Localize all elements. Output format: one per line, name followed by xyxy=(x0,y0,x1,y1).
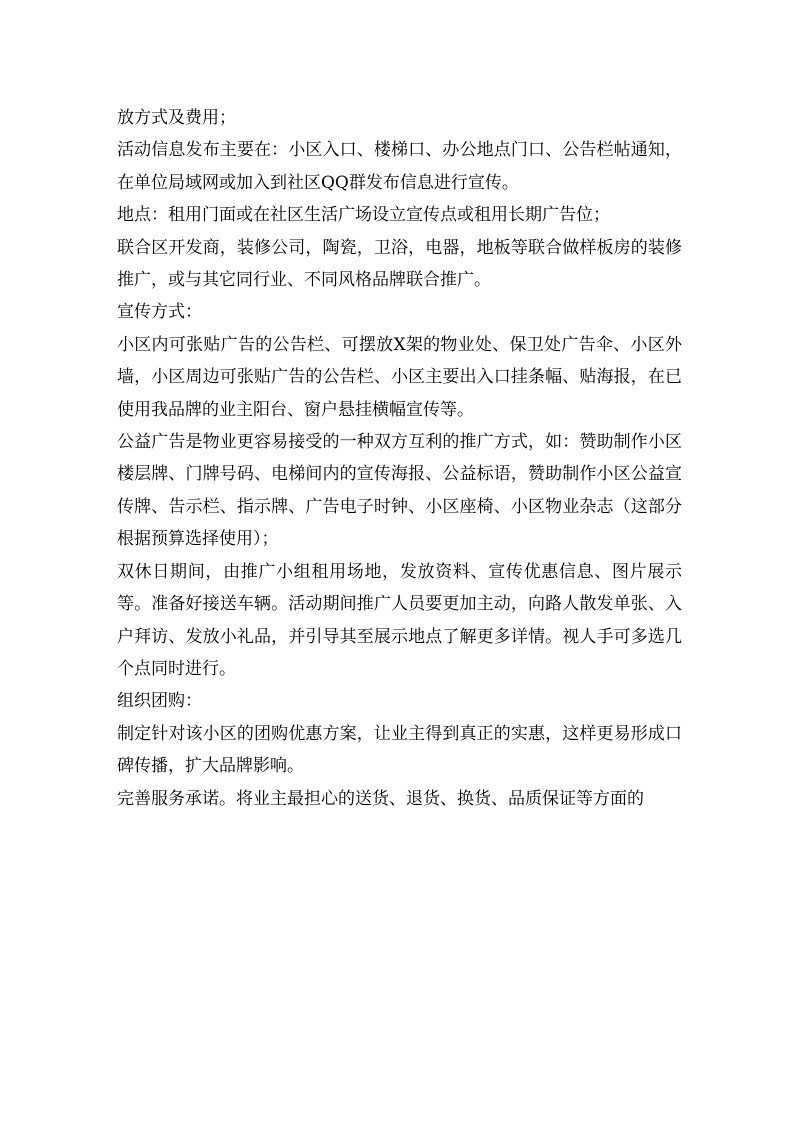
paragraph-joint-promotion: 联合区开发商，装修公司，陶瓷，卫浴，电器，地板等联合做样板房的装修推广，或与其它同行业、不同风格品牌联合推广。 xyxy=(117,237,682,291)
paragraph-public-service-ads: 公益广告是物业更容易接受的一种双方互利的推广方式，如：赞助制作小区楼层牌、门牌号码、电梯间内的宣传海报、公益标语，赞助制作小区公益宣传牌、告示栏、指示牌、广告电子时钟、小区座椅、小区物业杂志（这部分根据预算选择使用）； xyxy=(117,432,682,550)
paragraph-location: 地点：租用门面或在社区生活广场设立宣传点或租用长期广告位； xyxy=(117,205,610,226)
document-body xyxy=(117,102,682,815)
heading-group-buying: 组织团购： xyxy=(117,691,202,712)
paragraph-event-info-release: 活动信息发布主要在：小区入口、楼梯口、办公地点门口、公告栏帖通知，在单位局域网或加入到社区QQ群发布信息进行宣传。 xyxy=(117,140,682,193)
paragraph-group-buying-plan: 制定针对该小区的团购优惠方案，让业主得到真正的实惠，这样更易形成口碑传播，扩大品牌影响。 xyxy=(117,723,682,777)
paragraph-weekend-activities: 双休日期间，由推广小组租用场地，发放资料、宣传优惠信息、图片展示等。准备好接送车辆。活动期间推广人员要更加主动，向路人散发单张、入户拜访、发放小礼品，并引导其至展示地点了解更多详情。视人手可多选几个点同时进行。 xyxy=(117,561,682,679)
paragraph-promotion-method-and-cost: 放方式及费用； xyxy=(117,108,236,128)
heading-publicity-methods: 宣传方式： xyxy=(117,302,202,323)
paragraph-poster-locations: 小区内可张贴广告的公告栏、可摆放X架的物业处、保卫处广告伞、小区外墙，小区周边可张贴广告的公告栏、小区主要出入口挂条幅、贴海报，在已使用我品牌的业主阳台、窗户悬挂横幅宣传等。 xyxy=(117,334,682,420)
paragraph-service-commitment: 完善服务承诺。将业主最担心的送货、退货、换货、品质保证等方面的 xyxy=(117,788,644,809)
